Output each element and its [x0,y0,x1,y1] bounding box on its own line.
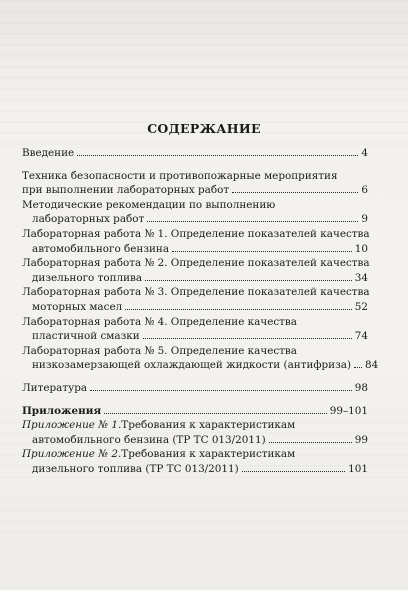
toc-entry-text: Лабораторная работа № 1. Определение показателей качества [22,227,370,240]
toc-entry-introduction [22,146,368,161]
dot-leader [269,442,352,443]
toc-entry-text: Лабораторная работа № 3. Определение показателей качества [22,286,370,299]
toc-entry-text: Литература [22,381,88,394]
dot-leader [232,192,358,193]
toc-page-number: 34 [354,271,368,284]
toc-entry-prefix: Приложение № 1. [22,419,122,432]
toc-entry-appendices [22,404,368,419]
toc-entry-text: Требования к характеристикам [121,448,296,461]
toc-entry-lab-3 [22,285,368,314]
toc-entry-lab-1 [22,227,368,256]
toc-entry-text: Методические рекомендации по выполнению [22,198,276,211]
toc-page-number: 10 [354,242,368,255]
toc-entry-lab-2 [22,256,368,285]
dot-leader [143,338,352,339]
toc-entry-text: автомобильного бензина (ТР ТС 013/2011) [32,433,266,446]
toc-page-number: 99 [354,433,368,446]
toc-entry-text: Приложения [22,404,102,417]
toc-page-number: 9 [361,213,368,226]
toc-page-number: 6 [361,184,368,197]
toc-entry-text: Лабораторная работа № 5. Определение качества [22,344,297,357]
toc-entry-text: моторных масел [32,300,123,313]
table-of-contents [22,146,379,476]
dot-leader [242,471,345,472]
toc-entry-text: лабораторных работ [32,213,145,226]
contents-title: СОДЕРЖАНИЕ [147,121,261,136]
toc-page-number: 74 [354,330,368,343]
toc-entry-text: Лабораторная работа № 4. Определение качества [22,315,297,328]
toc-entry-guidelines [22,198,368,227]
toc-page-number: 84 [365,359,379,372]
toc-entry-text: дизельного топлива (ТР ТС 013/2011) [32,462,239,475]
toc-page-number: 4 [361,147,368,159]
toc-entry-references [22,381,368,396]
toc-page-number: 101 [348,462,368,475]
dot-leader [90,390,352,391]
toc-entry-text: Требования к характеристикам [121,419,296,432]
dot-leader [77,155,358,156]
toc-entry-safety [22,169,368,198]
toc-entry-text: Введение [22,147,75,159]
toc-entry-appendix-1 [22,418,368,447]
toc-entry-text: автомобильного бензина [32,242,170,255]
toc-entry-text: при выполнении лабораторных работ [22,184,230,197]
dot-leader [147,221,358,222]
toc-page-number: 52 [354,300,368,313]
dot-leader [145,280,352,281]
toc-entry-lab-5 [22,344,379,373]
toc-entry-appendix-2 [22,447,368,476]
toc-entry-text: Техника безопасности и противопожарные мероприятия [22,169,338,182]
toc-entry-lab-4 [22,315,368,344]
toc-page-number: 99–101 [329,404,368,417]
dot-leader [125,309,352,310]
toc-entry-text: низкозамерзающей охлаждающей жидкости (антифриза) [32,359,352,372]
toc-entry-text: Лабораторная работа № 2. Определение показателей качества [22,257,370,270]
dot-leader [104,413,327,414]
dot-leader [354,367,362,368]
dot-leader [172,251,352,252]
toc-entry-text: пластичной смазки [32,330,140,343]
toc-entry-text: дизельного топлива [32,271,143,284]
toc-entry-prefix: Приложение № 2. [22,448,122,461]
toc-page-number: 98 [354,381,368,394]
